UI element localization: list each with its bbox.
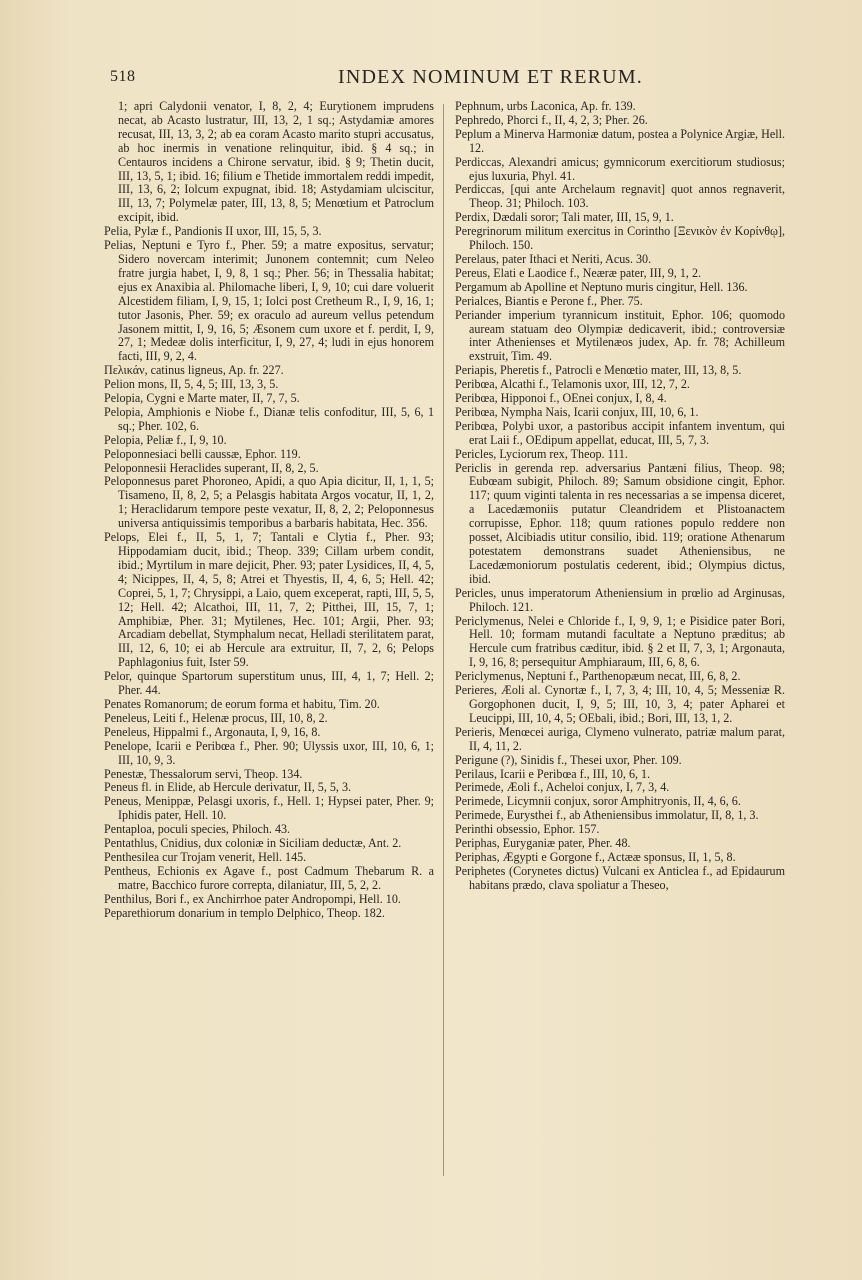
index-entry: Perimede, Licymnii conjux, soror Amphitryonis, II, 4, 6, 6. [455, 794, 741, 809]
index-entry: Penthesilea cur Trojam venerit, Hell. 145. [104, 849, 307, 864]
index-entry: Peneus, Menippæ, Pelasgi uxoris, f., Hell. 1; Hypsei pater, Pher. 9; Iphidis pater, Hell. 10. [104, 794, 434, 823]
index-entry: Periander imperium tyrannicum instituit, Ephor. 106; quomodo auream statuam deo Olympiæ dedicaverit, ibid.; controversiæ inter Athenienses et Mytilenæos judex, Ap. fr. 78; Achilleum exstruit, Tim. 49. [455, 307, 785, 364]
page-number: 518 [110, 68, 136, 85]
index-entry: Pelias, Neptuni e Tyro f., Pher. 59; a matre expositus, servatur; Sidero novercam interimit; Junonem contemnit; cum Neleo fratre jurgia habet, I, 9, 8, 1 sq.; Pher. 56; in Thessalia habitat; ejus ex Anaxibia al. Philomache liberi, I, 9, 10; cui dare voluerit Alcestidem filiam, I, 9, 15, 1; Iolci post Cretheum R., I, 9, 16, 1; tutor Jasonis, Pher. 59; ex oraculo ad aureum vellus petendum Jasonem mittit, I, 9, 16, 5; Æsonem cum uxore et f. perdit, I, 9, 27, 1; Medeæ dolis interficitur, I, 9, 27, 4; ludi in ejus honorem facti, III, 9, 2, 4. [104, 238, 434, 364]
index-entry: Penestæ, Thessalorum servi, Theop. 134. [104, 766, 303, 781]
index-entry: Perinthi obsessio, Ephor. 157. [455, 822, 600, 837]
index-entry: Perieres, Æoli al. Cynortæ f., I, 7, 3, 4; III, 10, 4, 5; Messeniæ R. Gorgophonen ducit, I, 9, 5; III, 10, 3, 4; pater Apharei et Leucippi, III, 10, 4, 5; OEbali, ibid.; Bori, III, 13, 1, 2. [455, 683, 785, 725]
index-entry: Peparethiorum donarium in templo Delphico, Theop. 182. [104, 905, 385, 920]
index-entry: Peloponnesii Heraclides superant, II, 8, 2, 5. [104, 460, 319, 475]
index-entry: Peneleus, Leiti f., Helenæ procus, III, 10, 8, 2. [104, 710, 328, 725]
index-entry: Periapis, Pheretis f., Patrocli e Menœtio mater, III, 13, 8, 5. [455, 363, 742, 378]
index-column-left [104, 100, 434, 920]
index-entry: Periphetes (Corynetes dictus) Vulcani ex Anticlea f., ad Epidaurum habitans prædo, clava spoliatur a Theseo, [455, 863, 785, 892]
index-entry: Pelor, quinque Spartorum superstitum unus, III, 4, 1, 7; Hell. 2; Pher. 44. [104, 669, 434, 698]
index-entry: Pentaploa, poculi species, Philoch. 43. [104, 822, 291, 837]
index-entry: 1; apri Calydonii venator, I, 8, 2, 4; Eurytionem imprudens necat, ab Acasto lustratur, III, 13, 2, 1 sq.; Astydamiæ amores recusat, III, 13, 3, 2; ab ea coram Acasto marito stupri accusatus, ab hoc inermis in venatione relinquitur, ibid. § 4 sq.; in Centauros incidens a Chirone servatur, ibid. § 9; Thetin ducit, III, 13, 5, 1; ibid. 16; filium e Thetide immortalem reddi impedit, III, 13, 6, 2; Iolcum expugnat, ibid. 18; Astydamiam ulciscitur, III, 13, 7; Polymelæ pater, III, 13, 8, 5; Menœtium et Patroclum excipit, ibid. [118, 99, 434, 225]
index-entry: Periclymenus, Neptuni f., Parthenopæum necat, III, 6, 8, 2. [455, 669, 741, 684]
index-entry: Πελικάν, catinus ligneus, Ap. fr. 227. [104, 363, 284, 378]
index-entry: Perialces, Biantis e Perone f., Pher. 75. [455, 293, 643, 308]
index-entry: Perimede, Æoli f., Acheloi conjux, I, 7, 3, 4. [455, 780, 670, 795]
index-entry: Pephredo, Phorci f., II, 4, 2, 3; Pher. 26. [455, 112, 648, 127]
index-entry: Peloponnesus paret Phoroneo, Apidi, a quo Apia dicitur, II, 1, 1, 5; Tisameno, II, 8, 2, 5; a Pelasgis habitata Argos vocatur, II, 1, 2, 1; Heraclidarum tempore peste vexatur, II, 8, 2, 2; Peloponnesus universa antiquissimis temporibus a barbaris habitata, Hec. 356. [104, 474, 434, 531]
index-entry: Pergamum ab Apolline et Neptuno muris cingitur, Hell. 136. [455, 279, 748, 294]
index-entry: Pelion mons, II, 5, 4, 5; III, 13, 3, 5. [104, 377, 279, 392]
index-entry: Peribœa, Alcathi f., Telamonis uxor, III, 12, 7, 2. [455, 377, 690, 392]
index-entry: Pereus, Elati e Laodice f., Neæræ pater, III, 9, 1, 2. [455, 265, 702, 280]
index-entry: Periclymenus, Nelei e Chloride f., I, 9, 9, 1; e Pisidice pater Bori, Hell. 10; formam mutandi facultate a Neptuno præditus; ab Hercule cum fratribus cæditur, ibid. § 2 et II, 7, 3, 1; Argonauta, I, 9, 16, 8; persequitur Amphiaraum, III, 6, 8, 6. [455, 613, 785, 670]
index-entry: Pericles, Lyciorum rex, Theop. 111. [455, 446, 628, 461]
index-entry: Pentheus, Echionis ex Agave f., post Cadmum Thebarum R. a matre, Bacchico furore correpta, dilaniatur, III, 5, 2, 2. [104, 863, 434, 892]
index-entry: Periphas, Euryganiæ pater, Pher. 48. [455, 836, 631, 851]
index-entry: Penelope, Icarii e Peribœa f., Pher. 90; Ulyssis uxor, III, 10, 6, 1; III, 10, 9, 3. [104, 738, 434, 767]
index-entry: Peneleus, Hippalmi f., Argonauta, I, 9, 16, 8. [104, 724, 321, 739]
index-entry: Peribœa, Nympha Nais, Icarii conjux, III, 10, 6, 1. [455, 404, 699, 419]
index-entry: Perimede, Eurysthei f., ab Atheniensibus immolatur, II, 8, 1, 3. [455, 808, 759, 823]
index-entry: Pelops, Elei f., II, 5, 1, 7; Tantali e Clytia f., Pher. 93; Hippodamiam ducit, ibid.; Theop. 339; Cillam urbem condit, ibid.; Myrtilum in mare dejicit, Pher. 93; pater Lysidices, II, 4, 5, 4; Nicippes, II, 4, 5, 8; Atrei et Thyestis, II, 4, 6, 5; Hell. 42; Coprei, 5, 1, 7; Chrysippi, a Laio, quem exceperat, rapti, III, 5, 5, 12; Hell. 42; Alcathoi, III, 11, 7, 2; Pitthei, III, 15, 7, 1; Amphibiæ, Pher. 31; Mytilenes, Hec. 101; Argii, Pher. 93; Arcadiam debellat, Stymphalum necat, Helladi sterilitatem parat, III, 12, 6, 10; ei ab Hercule ara extruitur, II, 7, 2, 6; Pelops Paphlagonius fuit, Ister 59. [104, 530, 434, 670]
index-entry: Pelopia, Amphionis e Niobe f., Dianæ telis confoditur, III, 5, 6, 1 sq.; Pher. 102, 6. [104, 404, 434, 433]
index-entry: Perilaus, Icarii e Peribœa f., III, 10, 6, 1. [455, 766, 651, 781]
index-entry: Penates Romanorum; de eorum forma et habitu, Tim. 20. [104, 696, 380, 711]
index-entry: Penthilus, Bori f., ex Anchirrhoe pater Andropompi, Hell. 10. [104, 891, 401, 906]
index-entry: Peregrinorum militum exercitus in Corintho [Ξενικὸν ἐν Κορίνθῳ], Philoch. 150. [455, 224, 785, 253]
index-entry: Pelia, Pylæ f., Pandionis II uxor, III, 15, 5, 3. [104, 224, 322, 239]
page-header [110, 66, 800, 94]
index-column-right [455, 100, 785, 893]
running-title: INDEX NOMINUM ET RERUM. [338, 66, 644, 88]
index-entry: Peribœa, Polybi uxor, a pastoribus accipit infantem inventum, qui erat Laii f., OEdipum appellat, educat, III, 5, 7, 3. [455, 418, 785, 447]
index-entry: Perdix, Dædali soror; Tali mater, III, 15, 9, 1. [455, 210, 674, 225]
index-entry: Peplum a Minerva Harmoniæ datum, postea a Polynice Argiæ, Hell. 12. [455, 126, 785, 155]
index-entry: Perdiccas, Alexandri amicus; gymnicorum exercitiorum studiosus; ejus luxuria, Phyl. 41. [455, 154, 785, 183]
index-entry: Pelopia, Cygni e Marte mater, II, 7, 7, 5. [104, 391, 300, 406]
index-entry: Perieris, Menœcei auriga, Clymeno vulnerato, patriæ malum parat, II, 4, 11, 2. [455, 724, 785, 753]
index-entry: Perelaus, pater Ithaci et Neriti, Acus. 30. [455, 251, 652, 266]
index-entry: Pentathlus, Cnidius, dux coloniæ in Siciliam deductæ, Ant. 2. [104, 836, 402, 851]
index-entry: Perdiccas, [qui ante Archelaum regnavit] quot annos regnaverit, Theop. 31; Philoch. 103. [455, 182, 785, 211]
index-entry: Pephnum, urbs Laconica, Ap. fr. 139. [455, 99, 636, 113]
index-entry: Peribœa, Hipponoi f., OEnei conjux, I, 8, 4. [455, 391, 667, 406]
column-divider [443, 104, 444, 1176]
index-entry: Perigune (?), Sinidis f., Thesei uxor, Pher. 109. [455, 752, 682, 767]
index-entry: Pelopia, Peliæ f., I, 9, 10. [104, 432, 227, 447]
index-entry: Peloponnesiaci belli caussæ, Ephor. 119. [104, 446, 301, 461]
index-entry: Pericles, unus imperatorum Atheniensium in prœlio ad Arginusas, Philoch. 121. [455, 585, 785, 614]
index-entry: Periphas, Ægypti e Gorgone f., Actææ sponsus, II, 1, 5, 8. [455, 849, 736, 864]
index-entry: Peneus fl. in Elide, ab Hercule derivatur, II, 5, 5, 3. [104, 780, 352, 795]
index-entry: Periclis in gerenda rep. adversarius Pantæni filius, Theop. 98; Eubœam subigit, Philoch. 89; Samum obsidione cingit, Ephor. 117; quum viginti talenta in res necessarias a se impensa diceret, a Lacedæmoniis putatur Cleandridem et Plistoanactem corrupisse, Ephor. 118; quum rationes populo reddere non posset, Alcibiadis utitur consilio, ibid. 119; oratione Athenarum potestatem demonstrans suadet Atheniensibus, ne Lacedæmoniorum postulatis cederent, ibid.; Olympius dictus, ibid. [455, 460, 785, 586]
